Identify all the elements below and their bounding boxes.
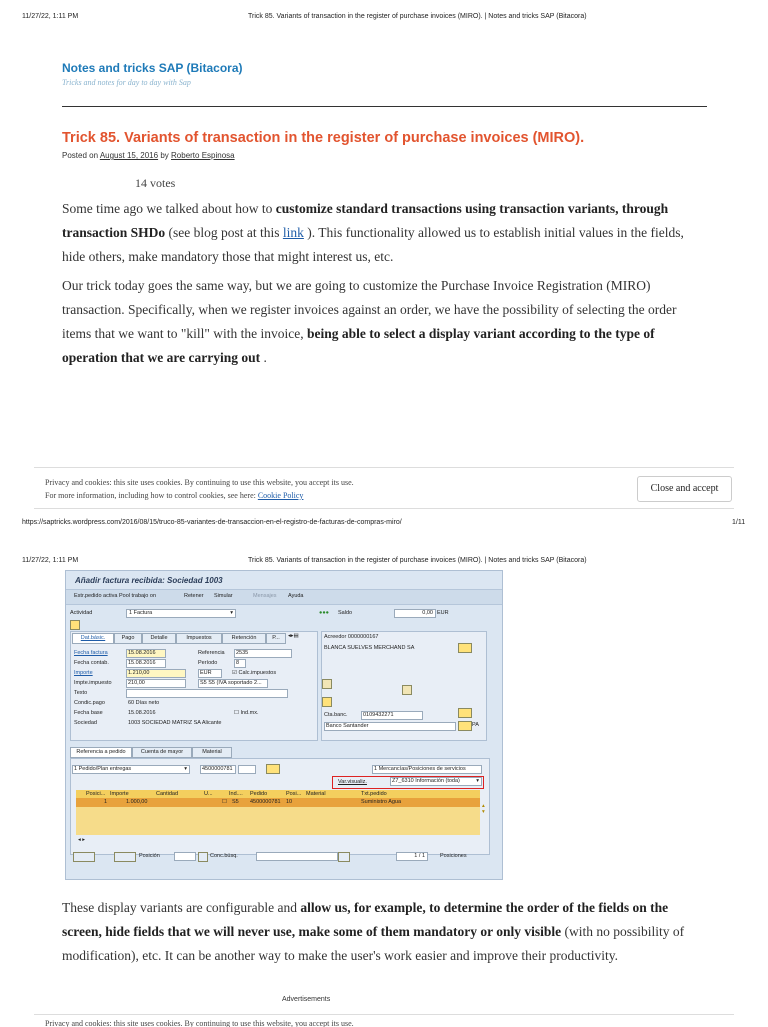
grid-scroll-icon[interactable]: ▴ ▾ xyxy=(482,803,485,815)
cookie-line-1: Privacy and cookies: this site uses cookies. By continuing to use this website, you accept its use. xyxy=(45,478,354,487)
site-tagline: Tricks and notes for day to day with Sap xyxy=(62,78,191,87)
tab-more[interactable]: P... xyxy=(266,633,286,644)
row-posi: 10 xyxy=(286,799,293,805)
col-importe: Importe xyxy=(110,791,129,797)
row-importe: 1.000,00 xyxy=(126,799,148,805)
pedido-type-value: 1 Pedido/Plan entregas xyxy=(74,766,132,772)
posicion-label: Posición xyxy=(139,853,160,859)
toolbar-pool-trabajo[interactable]: Pool trabajo on xyxy=(119,593,156,599)
pedido-extra-field[interactable] xyxy=(238,765,256,774)
var-visual-select[interactable] xyxy=(390,777,482,786)
saldo-value: 0,00 xyxy=(422,610,433,616)
advertisements-label: Advertisements xyxy=(282,996,331,1003)
cookie-banner xyxy=(34,467,734,509)
edit-icon[interactable] xyxy=(322,697,332,707)
tab-scroll-icons[interactable]: ◂▸▤ xyxy=(288,633,299,639)
importe-field[interactable] xyxy=(126,669,186,678)
posiciones-label: Posiciones xyxy=(440,853,467,859)
p3-text-a: These display variants are configurable and xyxy=(62,900,301,915)
ind-mx-checkbox[interactable]: ☐ Ind.mx. xyxy=(234,710,259,716)
chevron-down-icon: ▾ xyxy=(476,778,479,784)
bank-name-value: Banco Santander xyxy=(326,723,369,729)
tab-dat-basic[interactable]: Dat.básic. xyxy=(72,633,114,644)
tab-retencion[interactable]: Retención xyxy=(222,633,266,644)
fecha-base-label: Fecha base xyxy=(74,710,103,716)
col-unidad: U... xyxy=(204,791,213,797)
status-lights-icon: ●●● xyxy=(319,610,329,616)
currency-value: EUR xyxy=(200,670,212,676)
page2-header-date: 11/27/22, 1:11 PM xyxy=(22,557,79,564)
page2-header-title: Trick 85. Variants of transaction in the register of purchase invoices (MIRO). | Notes and tricks SAP (Bitacora) xyxy=(248,557,587,564)
page-header-date: 11/27/22, 1:11 PM xyxy=(22,13,79,20)
saldo-label: Saldo xyxy=(338,610,353,616)
pedido-type-select[interactable] xyxy=(72,765,190,774)
tab-detalle[interactable]: Detalle xyxy=(142,633,176,644)
ind-mx-label: Ind.mx. xyxy=(240,710,259,716)
print-icon[interactable] xyxy=(402,685,412,695)
condic-pago-value: 60 Días neto xyxy=(128,700,160,706)
cta-banc-label: Cta.banc. xyxy=(324,712,348,718)
calc-impuestos-label: Calc.impuestos xyxy=(238,670,277,676)
row-txt-pedido: Suministro Agua xyxy=(361,799,402,805)
impte-impuesto-value: 210,00 xyxy=(128,680,145,686)
pa-label: PA xyxy=(472,722,479,728)
sociedad-label: Sociedad xyxy=(74,720,97,726)
col-posicion: Posici... xyxy=(86,791,106,797)
conc-busq-icon[interactable] xyxy=(198,852,208,862)
fecha-factura-value: 15.08.2016 xyxy=(128,650,156,656)
blog-post-link[interactable]: link xyxy=(282,225,304,240)
sap-screen-title: Añadir factura recibida: Sociedad 1003 xyxy=(75,576,223,585)
importe-label: Importe xyxy=(74,670,93,676)
pedido-number-field[interactable] xyxy=(200,765,236,774)
col-pedido: Pedido xyxy=(250,791,268,797)
site-title[interactable]: Notes and tricks SAP (Bitacora) xyxy=(62,61,243,75)
paragraph-3 xyxy=(62,896,707,968)
col-posi: Posi... xyxy=(286,791,302,797)
col-txt-pedido: Txt.pedido xyxy=(361,791,387,797)
p2-text-a: Our trick today goes the same way, but we are going to customize the Purchase Invoice Registration (MIRO) transaction. Specifically, when we register invoices against an order, we have the possibility of selecting the order items that we want to "kill" with the invoice, xyxy=(62,278,677,341)
col-cantidad: Cantidad xyxy=(156,791,179,797)
bank-name-field xyxy=(324,722,456,731)
sort-icon[interactable] xyxy=(114,852,136,862)
p1-text-a: Some time ago we talked about how to xyxy=(62,201,276,216)
fecha-contab-label: Fecha contab. xyxy=(74,660,109,666)
cta-banc-value: 0109432271 xyxy=(363,712,394,718)
toolbar-simular[interactable]: Simular xyxy=(214,593,233,599)
periodo-field[interactable] xyxy=(234,659,246,668)
actividad-value: 1 Factura xyxy=(129,610,153,616)
chevron-down-icon: ▾ xyxy=(184,766,187,772)
post-title[interactable]: Trick 85. Variants of transaction in the register of purchase invoices (MIRO). xyxy=(62,130,585,146)
sap-miro-screenshot xyxy=(65,570,503,880)
fecha-contab-field[interactable] xyxy=(126,659,166,668)
p1-bold: customize standard transactions using transaction variants, through transaction SHDo xyxy=(62,201,669,240)
saldo-field xyxy=(394,609,436,618)
tab-pago[interactable]: Pago xyxy=(114,633,142,644)
bank-edit-icon[interactable] xyxy=(458,708,472,718)
actividad-select[interactable] xyxy=(126,609,236,618)
row-posicion: 1 xyxy=(104,799,108,805)
page-count-value: 1 / 1 xyxy=(414,853,425,859)
conc-busq-label: Conc.búsq. xyxy=(210,853,238,859)
periodo-value: 8 xyxy=(236,660,240,666)
tab-referencia-pedido[interactable]: Referencia a pedido xyxy=(70,747,132,758)
select-all-icon[interactable] xyxy=(73,852,95,862)
page-footer-number: 1/11 xyxy=(732,519,746,526)
toolbar-mensajes[interactable]: Mensajes xyxy=(253,593,277,599)
col-material: Material xyxy=(306,791,326,797)
importe-value: 1.210,00 xyxy=(128,670,150,676)
pedido-lookup-icon[interactable] xyxy=(266,764,280,774)
paragraph-2 xyxy=(62,274,707,370)
p1-text-d: ). This functionality allowed us to establish initial values in the fields, hide others, make mandatory those that might interest us, etc. xyxy=(62,225,684,264)
p3-text-c: (with no possibility of modification), etc. It can be another way to make the user's work easier and improve their productivity. xyxy=(62,924,685,963)
p1-text-c: (see blog post at this xyxy=(165,225,283,240)
tab-impuestos[interactable]: Impuestos xyxy=(176,633,222,644)
texto-label: Texto xyxy=(74,690,88,696)
row-checkbox[interactable]: ☐ xyxy=(222,799,227,805)
cta-banc-field[interactable] xyxy=(361,711,423,720)
grid-empty-rows xyxy=(76,807,480,835)
cookie-banner-partial xyxy=(34,1014,734,1027)
currency-field[interactable] xyxy=(198,669,222,678)
condic-pago-label: Condic.pago xyxy=(74,700,105,706)
var-visual-label: Var.visualiz. xyxy=(338,779,367,785)
tax-code-value: S5 S5 (IVA soportado 2... xyxy=(200,680,262,686)
impte-impuesto-field[interactable] xyxy=(126,679,186,688)
cookie-text xyxy=(45,476,354,502)
page-header-title: Trick 85. Variants of transaction in the register of purchase invoices (MIRO). | Notes and tricks SAP (Bitacora) xyxy=(248,13,587,20)
referencia-field[interactable] xyxy=(234,649,292,658)
grid-hscroll-icon[interactable]: ◂ ▸ xyxy=(78,837,86,843)
address-icon[interactable] xyxy=(322,679,332,689)
find-icon[interactable] xyxy=(338,852,350,862)
toolbar-ayuda[interactable]: Ayuda xyxy=(288,593,304,599)
merc-value: 1 Mercancías/Posiciones de servicios xyxy=(374,766,466,772)
row-indicador: S5 xyxy=(232,799,239,805)
conc-busq-field[interactable] xyxy=(256,852,338,861)
fecha-factura-field[interactable] xyxy=(126,649,166,658)
var-visual-value: Z7_6310 Información (toda) xyxy=(392,778,460,784)
posted-on-label: Posted on xyxy=(62,151,99,160)
tax-code-select[interactable] xyxy=(198,679,268,688)
folder-icon[interactable] xyxy=(70,620,80,630)
acreedor-label: Acreedor 0000000167 xyxy=(324,634,379,640)
by-label: by xyxy=(160,151,169,160)
col-indicador: Ind.... xyxy=(229,791,243,797)
toolbar-retener[interactable]: Retener xyxy=(184,593,204,599)
referencia-value: 2535 xyxy=(236,650,249,656)
fecha-base-value: 15.08.2016 xyxy=(128,710,156,716)
votes-count: 14 votes xyxy=(135,176,176,190)
close-and-accept-button[interactable]: Close and accept xyxy=(637,476,732,502)
impte-impuesto-label: Impte.impuesto xyxy=(74,680,112,686)
saldo-currency: EUR xyxy=(437,610,449,616)
pedido-number-value: 4500000781 xyxy=(202,766,233,772)
p2-text-c: . xyxy=(260,350,267,365)
toolbar-estr-pedido[interactable]: Estr.pedido activa xyxy=(74,593,118,599)
vendor-detail-icon[interactable] xyxy=(458,643,472,653)
author-link[interactable]: Roberto Espinosa xyxy=(171,151,235,160)
referencia-label: Referencia xyxy=(198,650,225,656)
cookie-partial-text: Privacy and cookies: this site uses cookies. By continuing to use this website, you accept its use. xyxy=(45,1019,354,1027)
tab-cuenta-mayor[interactable]: Cuenta de mayor xyxy=(132,747,192,758)
post-meta xyxy=(62,151,235,160)
actividad-label: Actividad xyxy=(70,610,93,616)
row-pedido: 4500000781 xyxy=(250,799,281,805)
sociedad-value: 1003 SOCIEDAD MATRIZ SA Alicante xyxy=(128,720,222,726)
texto-field[interactable] xyxy=(126,689,288,698)
tab-material[interactable]: Material xyxy=(192,747,232,758)
post-date-link[interactable]: August 15, 2016 xyxy=(99,151,159,160)
periodo-label: Período xyxy=(198,660,218,666)
fecha-contab-value: 15.08.2016 xyxy=(128,660,156,666)
bank-lookup-icon[interactable] xyxy=(458,721,472,731)
chevron-down-icon: ▾ xyxy=(230,610,233,616)
cookie-line-2: For more information, including how to control cookies, see here: xyxy=(45,491,258,500)
page-footer-url: https://saptricks.wordpress.com/2016/08/15/truco-85-variantes-de-transaccion-en-el-registro-de-facturas-de-compras-miro/ xyxy=(22,519,402,526)
merc-select[interactable] xyxy=(372,765,482,774)
paragraph-1 xyxy=(62,197,707,269)
calc-impuestos-checkbox[interactable]: ☑ Calc.impuestos xyxy=(232,670,277,676)
p3-bold: allow us, for example, to determine the order of the fields on the screen, hide fields that we will never use, make some of them mandatory or only visible xyxy=(62,900,669,939)
fecha-factura-label: Fecha factura xyxy=(74,650,108,656)
posicion-field[interactable] xyxy=(174,852,196,861)
p2-bold: being able to select a display variant according to the type of operation that we are carrying out xyxy=(62,326,655,365)
header-divider xyxy=(62,106,707,107)
acreedor-name: BLANCA SUELVES MERCHAND SA xyxy=(324,645,415,651)
cookie-policy-link[interactable]: Cookie Policy xyxy=(257,491,304,500)
grid-header xyxy=(76,790,480,798)
page-count-field xyxy=(396,852,428,861)
